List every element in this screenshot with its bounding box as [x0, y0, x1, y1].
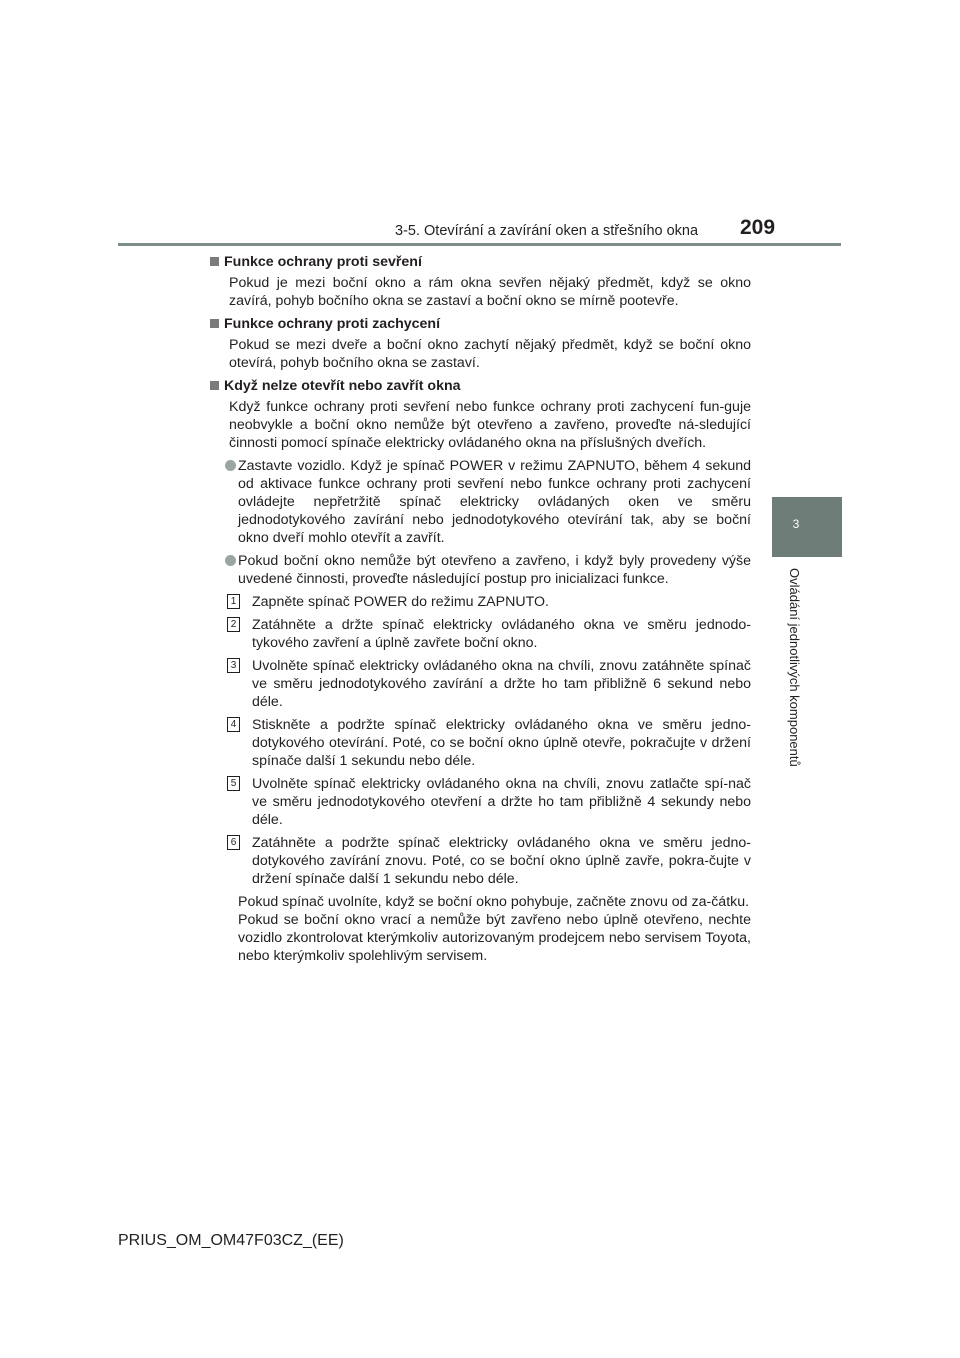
- chapter-title: Ovládání jednotlivých komponentů: [787, 568, 802, 767]
- step-number-box: 3: [227, 658, 240, 673]
- step-item: [210, 593, 751, 611]
- section-title-text: Funkce ochrany proti zachycení: [224, 316, 441, 332]
- section-title: [210, 377, 751, 395]
- chapter-number: 3: [792, 517, 800, 531]
- section-body: Když funkce ochrany proti sevření nebo funkce ochrany proti zachycení fun-guje neobvykle a boční okno nemůže být otevřeno a zavřeno, proveďte ná-sledující činnosti pomocí spínače elektricky ovládaného okna na příslušných dveřích.: [229, 399, 751, 451]
- step-text: Uvolněte spínač elektricky ovládaného okna na chvíli, znovu zatáhněte spínač ve směru jednodotykového zavírání a držte ho tam přibližně 6 sekund nebo déle.: [252, 658, 751, 710]
- header-title: 3-5. Otevírání a zavírání oken a střešního okna: [395, 223, 699, 239]
- header-rule: [118, 243, 841, 246]
- step-number-box: 5: [227, 776, 240, 791]
- step-item: [210, 616, 751, 652]
- step-number-box: 1: [227, 594, 240, 609]
- step-item: [210, 716, 751, 770]
- circle-bullet-icon: [225, 555, 236, 566]
- bullet-item: [210, 552, 751, 588]
- section-body: Pokud se mezi dveře a boční okno zachytí nějaký předmět, když se boční okno otevírá, pohyb bočního okna se zastaví.: [229, 337, 751, 371]
- step-item: [210, 657, 751, 711]
- section-title: [210, 315, 751, 333]
- step-text: Zatáhněte a podržte spínač elektricky ovládaného okna ve směru jedno-dotykového zavírání znovu. Poté, co se boční okno úplně zavře, pokra-čujte v držení spínače další 1 sekundu nebo déle.: [252, 835, 751, 887]
- closing-note: Pokud spínač uvolníte, když se boční okno pohybuje, začněte znovu od za-čátku.: [238, 894, 750, 910]
- bullet-item: [210, 457, 751, 547]
- section-title: [210, 253, 751, 271]
- circle-bullet-icon: [225, 460, 236, 471]
- step-text: Zapněte spínač POWER do režimu ZAPNUTO.: [252, 594, 549, 610]
- step-number-box: 6: [227, 835, 240, 850]
- square-bullet-icon: [210, 319, 219, 328]
- closing-note: Pokud se boční okno vrací a nemůže být zavřeno nebo úplně otevřeno, nechte vozidlo zkontrolovat kterýmkoliv autorizovaným prodejcem nebo servisem Toyota, nebo kterýmkoliv spolehlivým servisem.: [238, 912, 751, 964]
- step-text: Uvolněte spínač elektricky ovládaného okna na chvíli, znovu zatlačte spí-nač ve směru jednodotykového otevření a držte ho tam přibližně 4 sekundy nebo déle.: [252, 776, 751, 828]
- step-item: [210, 834, 751, 888]
- square-bullet-icon: [210, 257, 219, 266]
- section-title-text: Když nelze otevřít nebo zavřít okna: [224, 378, 461, 394]
- step-text: Zatáhněte a držte spínač elektricky ovládaného okna ve směru jednodo-tykového zavření a úplně zavřete boční okno.: [252, 617, 751, 651]
- step-number-box: 2: [227, 617, 240, 632]
- chapter-tab: [772, 497, 842, 557]
- content: [210, 253, 751, 965]
- bullet-text: Pokud boční okno nemůže být otevřeno a zavřeno, i když byly provedeny výše uvedené činnosti, proveďte následující postup pro inicializaci funkce.: [238, 553, 751, 587]
- step-item: [210, 775, 751, 829]
- step-text: Stiskněte a podržte spínač elektricky ovládaného okna ve směru jedno-dotykového otevírání. Poté, co se boční okno úplně otevře, pokračujte v držení spínače další 1 sekundu nebo déle.: [252, 717, 751, 769]
- section-title-text: Funkce ochrany proti sevření: [224, 254, 422, 270]
- section-body: Pokud je mezi boční okno a rám okna sevřen nějaký předmět, když se okno zavírá, pohyb bočního okna se zastaví a boční okno se mírně pootevře.: [229, 275, 751, 309]
- step-number-box: 4: [227, 717, 240, 732]
- square-bullet-icon: [210, 381, 219, 390]
- bullet-text: Zastavte vozidlo. Když je spínač POWER v režimu ZAPNUTO, během 4 sekund od aktivace funkce ochrany proti sevření nebo funkce ochrany proti zachycení ovládejte nepřetržitě spínač elektricky ovládaných oken ve směru jednodotykového zavírání nebo jednodotykového otevírání tak, aby se boční okno dveří mohlo otevřít a zavřít.: [238, 458, 751, 546]
- footer-code: PRIUS_OM_OM47F03CZ_(EE): [118, 1232, 344, 1249]
- page-number: 209: [740, 216, 776, 239]
